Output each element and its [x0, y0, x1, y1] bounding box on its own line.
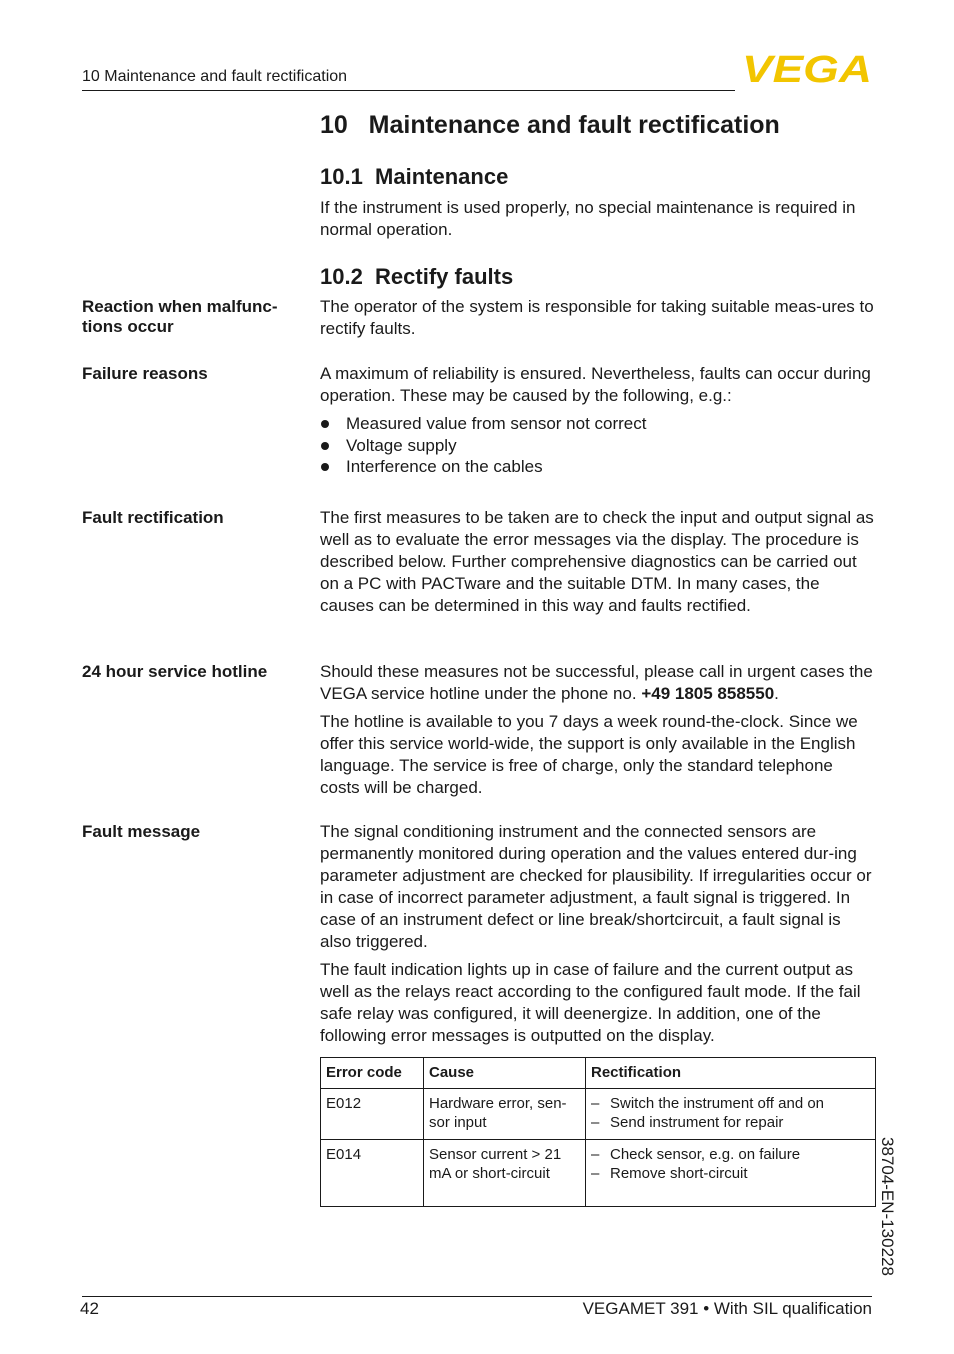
maintenance-heading: 10.1 Maintenance [320, 164, 509, 189]
footer-rule [82, 1296, 872, 1297]
running-header: 10 Maintenance and fault rectification [82, 68, 348, 85]
reaction-text: The operator of the system is responsible for taking suitable meas-ures to rectify faults. [320, 297, 874, 338]
rectification-cell [586, 1088, 876, 1139]
error-code-cell: E014 [321, 1139, 424, 1206]
cause-cell: Sensor current > 21 mA or short-circuit [424, 1139, 586, 1206]
list-item: Interference on the cables [320, 456, 876, 478]
table-row [321, 1088, 876, 1139]
hotline-section [320, 661, 876, 805]
rectification-step: – Switch the instrument off and on [591, 1094, 870, 1114]
rectification-text: The first measures to be taken are to check the input and output signal as well as to evaluate the error messages via the display. The procedure is described below. Further comprehensive diagnostics can be carried out on a PC with PACTware and the suitable DTM. In many cases, the causes can be determined in this way and faults rectified. [320, 508, 874, 615]
failure-reasons-list [320, 413, 876, 478]
hotline-label: 24 hour service hotline [82, 662, 268, 681]
fault-message-text-2: The fault indication lights up in case of failure and the current output as well as the relays react according to the configured fault mode. If the fail safe relay was configured, it will deenergize. In addition, one of the following error messages is outputted on the display. [320, 960, 861, 1045]
table-row [321, 1139, 876, 1206]
failure-section [320, 363, 876, 478]
column-header: Rectification [586, 1058, 876, 1089]
vega-logo [742, 52, 872, 84]
footer-title: VEGAMET 391 • With SIL qualification [582, 1299, 872, 1318]
error-code-cell: E012 [321, 1088, 424, 1139]
failure-text: A maximum of reliability is ensured. Nevertheless, faults can occur during operation. These may be caused by the following, e.g.: [320, 364, 871, 405]
fault-message-label: Fault message [82, 822, 201, 841]
hotline-phone: +49 1805 858550 [641, 684, 775, 703]
fault-message-text-1: The signal conditioning instrument and the connected sensors are permanently monitored during operation and the values entered dur-ing parameter adjustment are checked for plausibility. If irregularities occur or in case of incorrect parameter adjustment, a fault signal is triggered. In case of an instrument defect or line break/shortcircuit, a fault signal is also triggered. [320, 822, 872, 951]
rectification-step: – Check sensor, e.g. on failure [591, 1145, 870, 1165]
fault-message-section [320, 821, 876, 1053]
rectification-cell [586, 1139, 876, 1206]
hotline-text [320, 661, 876, 705]
vega-logo-text: VEGA [742, 52, 872, 84]
maintenance-text: If the instrument is used properly, no special maintenance is required in normal operation. [320, 198, 856, 239]
header-rule [82, 90, 735, 91]
list-item: Voltage supply [320, 435, 876, 457]
failure-label: Failure reasons [82, 364, 208, 383]
rectification-step: – Remove short-circuit [591, 1164, 870, 1184]
chapter-title: 10 Maintenance and fault rectification [320, 111, 780, 139]
hotline-text-pre: Should these measures not be successful, please call in urgent cases the VEGA service hotline under the phone no. [320, 662, 873, 703]
page-number: 42 [80, 1299, 99, 1318]
column-header: Error code [321, 1058, 424, 1089]
hotline-availability-text: The hotline is available to you 7 days a week round-the-clock. Since we offer this service world-wide, the support is only available in the English language. The service is free of charge, only the standard telephone costs will be charged. [320, 712, 858, 797]
reaction-label: Reaction when malfunc-tions occur [82, 297, 278, 336]
document-code: 38704-EN-130228 [878, 1137, 897, 1276]
column-header: Cause [424, 1058, 586, 1089]
list-item: Measured value from sensor not correct [320, 413, 876, 435]
hotline-text-post: . [774, 684, 779, 703]
rectify-heading: 10.2 Rectify faults [320, 264, 514, 289]
rectification-step: – Send instrument for repair [591, 1113, 870, 1133]
cause-cell: Hardware error, sen-sor input [424, 1088, 586, 1139]
table-header-row [321, 1058, 876, 1089]
rectification-label: Fault rectification [82, 508, 224, 527]
error-code-table [320, 1057, 876, 1207]
